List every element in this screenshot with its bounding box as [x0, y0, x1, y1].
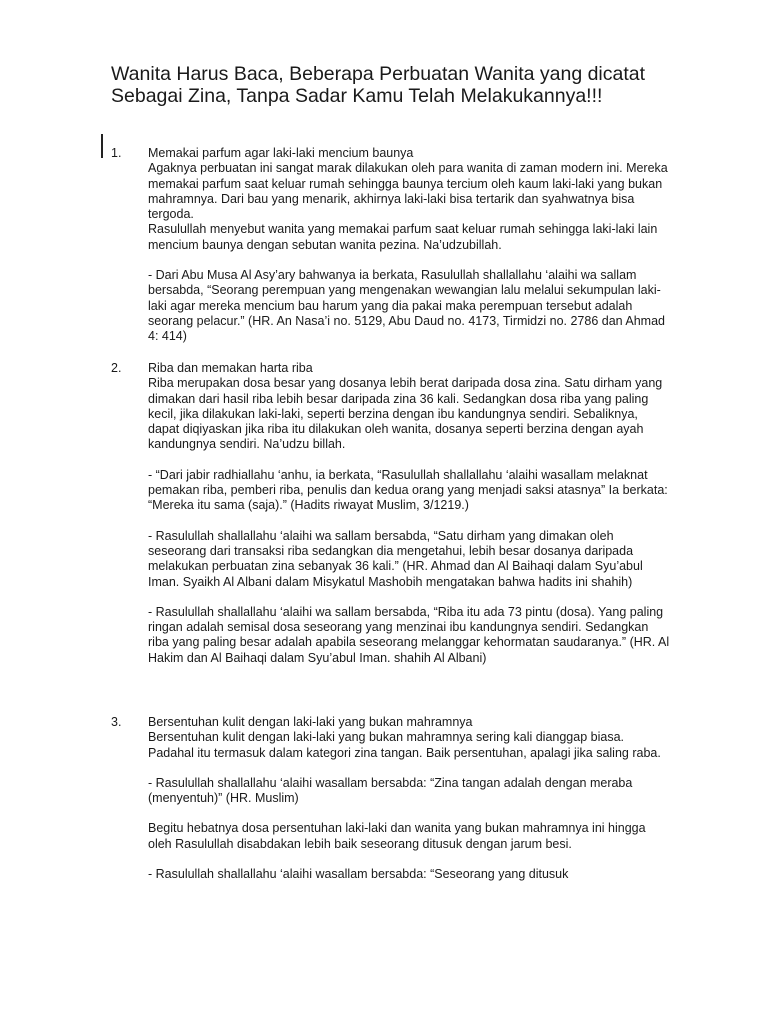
list-item-body	[148, 146, 671, 345]
list-item-body	[148, 361, 671, 666]
list-item-1	[111, 146, 671, 345]
list-item-heading: Bersentuhan kulit dengan laki-laki yang bukan mahramnya	[148, 715, 473, 729]
hadith-quote: - Rasulullah shallallahu ‘alaihi wasallam bersabda: “Seseorang yang ditusuk	[148, 867, 569, 882]
hadith-quote: - “Dari jabir radhiallahu ‘anhu, ia berkata, “Rasulullah shallallahu ‘alaihi wasallam melaknat pemakan riba, pemberi riba, penulis dan kedua orang yang menjadi saksi atasnya” Ia berkata: “Mereka itu sama (saja).” (Hadits riwayat Muslim, 3/1219.)	[148, 467, 668, 513]
hadith-quote: - Rasulullah shallallahu ‘alaihi wa sallam bersabda, “Riba itu ada 73 pintu (dosa). Yang paling ringan adalah semisal dosa seseorang yang menzinai ibu kandungnya sendiri. Sedangkan riba yang paling besar adalah apabila seseorang melanggar kehormatan saudaranya.” (HR. Al Hakim dan Al Baihaqi dalam Syu’abul Iman. shahih Al Albani)	[148, 604, 670, 665]
paragraph: Agaknya perbuatan ini sangat marak dilakukan oleh para wanita di zaman modern ini. Mereka memakai parfum saat keluar rumah sehingga baunya tercium oleh kaum laki-laki yang bukan mahramnya. Dari bau yang menarik, akhirnya laki-laki bisa tertarik dan syahwatnya bisa tergoda.	[148, 161, 668, 222]
list-item-3	[111, 715, 671, 882]
list-item-number: 1.	[111, 146, 122, 160]
hadith-quote: - Rasulullah shallallahu ‘alaihi wasallam bersabda: “Zina tangan adalah dengan meraba (menyentuh)” (HR. Muslim)	[148, 775, 633, 806]
hadith-quote: - Rasulullah shallallahu ‘alaihi wa sallam bersabda, “Satu dirham yang dimakan oleh seseorang dari transaksi riba sedangkan dia mengetahui, lebih besar dosanya daripada melakukan perbuatan zina sebanyak 36 kali.” (HR. Ahmad dan Al Baihaqi dalam Syu’abul Iman. Syaikh Al Albani dalam Misykatul Mashobih mengatakan bahwa hadits ini shahih)	[148, 528, 643, 589]
list-item-number: 3.	[111, 715, 122, 729]
hadith-quote: - Dari Abu Musa Al Asy’ary bahwanya ia berkata, Rasulullah shallallahu ‘alaihi wa sallam bersabda, “Seorang perempuan yang mengenakan wewangian lalu melalui sekumpulan laki-laki agar mereka mencium bau harum yang dia pakai maka perempuan tersebut adalah seorang pelacur.” (HR. An Nasa’i no. 5129, Abu Daud no. 4173, Tirmidzi no. 2786 dan Ahmad 4: 414)	[148, 268, 665, 344]
paragraph: Bersentuhan kulit dengan laki-laki yang bukan mahramnya sering kali dianggap biasa. Padahal itu termasuk dalam kategori zina tangan. Baik persentuhan, apalagi jika saling raba.	[148, 730, 661, 760]
paragraph: Begitu hebatnya dosa persentuhan laki-laki dan wanita yang bukan mahramnya ini hingga oleh Rasulullah disabdakan lebih baik seseorang ditusuk dengan jarum besi.	[148, 821, 646, 851]
document-title: Wanita Harus Baca, Beberapa Perbuatan Wanita yang dicatat Sebagai Zina, Tanpa Sadar Kamu Telah Melakukannya!!!	[111, 63, 646, 107]
list-item-heading: Memakai parfum agar laki-laki mencium baunya	[148, 146, 414, 160]
list-item-body	[148, 715, 671, 882]
list-item-number: 2.	[111, 361, 122, 375]
list-item-heading: Riba dan memakan harta riba	[148, 361, 313, 375]
paragraph: Riba merupakan dosa besar yang dosanya lebih berat daripada dosa zina. Satu dirham yang dimakan dari hasil riba lebih besar daripada zina 36 kali. Sedangkan dosa riba yang paling kecil, jika dilakukan laki-laki, seperti berzina dengan ibu kandungnya sendiri. Sebaliknya, dapat diqiyaskan jika riba itu dilakukan oleh wanita, dosanya seperti berzina dengan ayah kandungnya sendiri. Na’udzu billah.	[148, 376, 663, 452]
text-cursor	[101, 134, 103, 158]
paragraph: Rasulullah menyebut wanita yang memakai parfum saat keluar rumah sehingga laki-laki lain mencium baunya dengan sebutan wanita pezina. Na’udzubillah.	[148, 222, 658, 252]
list-item-2	[111, 361, 671, 666]
